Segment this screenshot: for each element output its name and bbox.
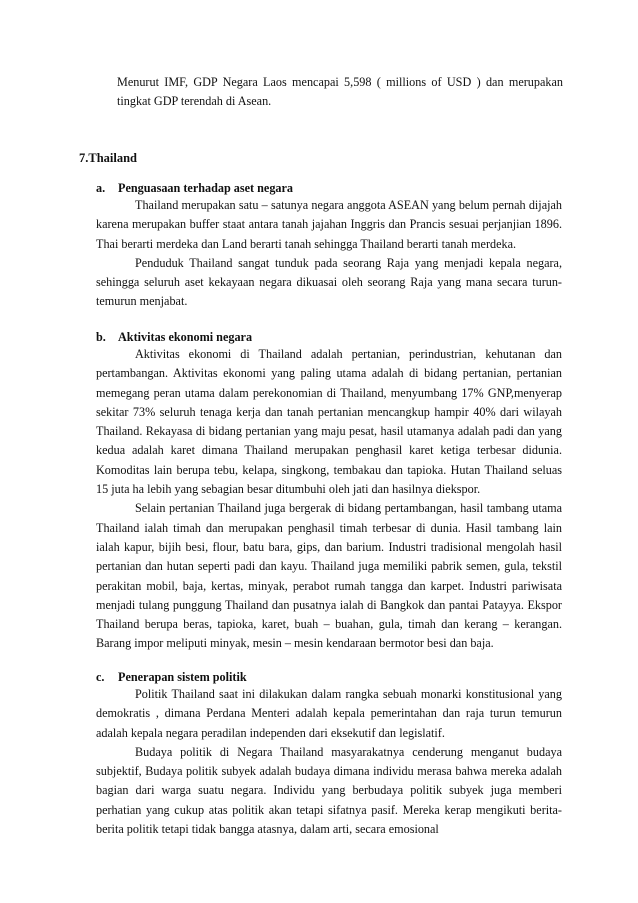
subsection-heading xyxy=(96,330,562,345)
paragraph: Penduduk Thailand sangat tunduk pada seorang Raja yang menjadi kepala negara, sehingga seluruh aset kekayaan negara dikuasai oleh seorang Raja yang mana secara turun-temurun menjabat. xyxy=(96,255,562,309)
paragraph: Selain pertanian Thailand juga bergerak di bidang pertambangan, hasil tambang utama Thailand ialah timah dan merupakan penghasil timah terbesar di dunia. Hasil tambang lain ialah kapur, bijih besi, flour, batu bara, gips, dan barium. Industri tradisional mengolah hasil pertanian dan hutan seperti padi dan kayu. Thailand juga memiliki pabrik semen, gula, tekstil perakitan mobil, baja, kertas, minyak, perabot rumah tangga dan karpet. Industri pariwisata menjadi tulang punggung Thailand dan pusatnya ialah di Bangkok dan pantai Patayya. Ekspor Thailand berupa beras, tapioka, karet, buah – buahan, gula, timah dan kerang – kerangan. Barang impor meliputi minyak, mesin – mesin kendaraan bermotor besi dan baja. xyxy=(96,501,562,651)
paragraph: Budaya politik di Negara Thailand masyarakatnya cenderung menganut budaya subjektif, Budaya politik subyek adalah budaya dimana individu merasa bahwa mereka adalah bagian dari warga suatu negara. Individu yang berbudaya politik subyek juga memberi perhatian yang cukup atas politik akan tetapi sifatnya pasif. Mereka kerap mengikuti berita-berita politik tetapi tidak bangga atasnya, dalam arti, secara emosional xyxy=(96,744,562,837)
subsection-letter: a. xyxy=(96,181,106,195)
paragraph: Politik Thailand saat ini dilakukan dalam rangka sebuah monarki konstitusional yang demokratis , dimana Perdana Menteri adalah kepala pemerintahan dan raja turun temurun adalah kepala negara peradilan independen dari eksekutif dan legislatif. xyxy=(96,687,562,740)
subsection-c xyxy=(96,670,562,839)
subsection-heading xyxy=(96,670,562,685)
subsection-title: Aktivitas ekonomi negara xyxy=(118,330,253,344)
paragraph: Aktivitas ekonomi di Thailand adalah pertanian, perindustrian, kehutanan dan pertambangan. Aktivitas ekonomi yang paling utama adalah di bidang pertanian, pertanian memegang peran utama dalam perekonomian di Thailand, menyumbang 17% GNP,menyerap sekitar 73% seluruh tenaga kerja dan tanah pertanian mencangkup hampir 40% dari wilayah Thailand. Rekayasa di bidang pertanian yang maju pesat, hasil utamanya adalah padi dan yang kedua adalah karet dimana Thailand merupakan penghasil karet ketiga terbesar didunia. Komoditas lain berupa tebu, kelapa, singkong, tembakau dan tapioka. Hutan Thailand seluas 15 juta ha lebih yang sebagian besar ditumbuhi oleh jati dan hasilnya diekspor. xyxy=(96,347,562,497)
subsection-a xyxy=(96,181,562,312)
subsection-b xyxy=(96,330,562,654)
subsection-title: Penguasaan terhadap aset negara xyxy=(118,181,294,195)
section-title: 7.Thailand xyxy=(79,151,138,165)
paragraph: Thailand merupakan satu – satunya negara anggota ASEAN yang belum pernah dijajah karena merupakan buffer staat antara tanah jajahan Inggris dan Prancis sesuai perjanjian 1896. Thai berarti merdeka dan Land berarti tanah sehingga Thailand berarti tanah merdeka. xyxy=(96,198,562,251)
subsection-title: Penerapan sistem politik xyxy=(118,670,247,684)
intro-paragraph: Menurut IMF, GDP Negara Laos mencapai 5,598 ( millions of USD ) dan merupakan tingkat GDP terendah di Asean. xyxy=(117,75,563,108)
subsection-letter: b. xyxy=(96,330,106,344)
subsection-heading xyxy=(96,181,562,196)
subsection-letter: c. xyxy=(96,670,105,684)
